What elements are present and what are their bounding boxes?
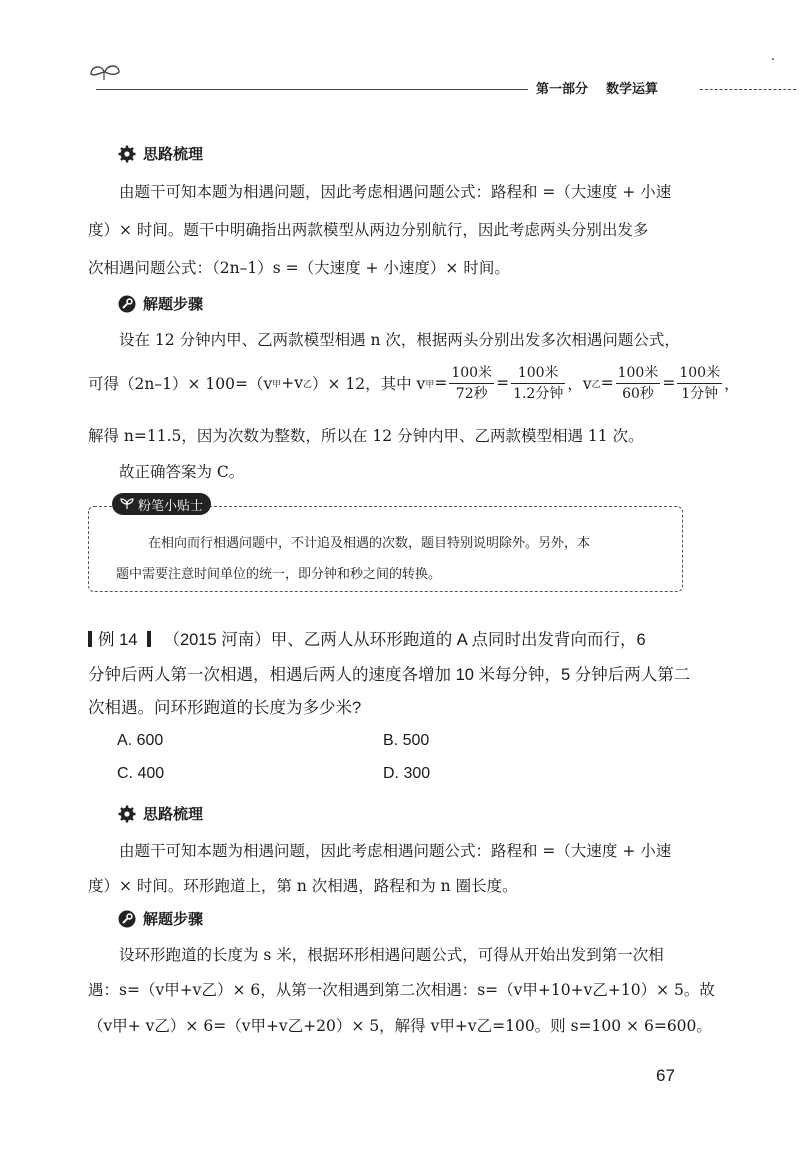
header-rule-right <box>700 89 796 90</box>
tip-line-1: 在相向而行相遇问题中，不计追及相遇的次数，题目特别说明除外。另外，本 <box>148 536 591 551</box>
tip-label: 粉笔小贴士 <box>112 493 211 515</box>
heading-steps-2: 解题步骤 <box>118 908 203 929</box>
fraction-2: $\frac{\text{100米}}{\text{1.2分钟}}$ <box>513 364 564 402</box>
wrench-icon <box>118 910 136 928</box>
option-d: D. 300 <box>383 765 431 782</box>
steps-1-formula-line: 可得（2n–1）× 100=（v 甲 +v 乙 ）× 12，其中 v 甲 = $\frac{\text{100米}}{\text{72秒}}$ = $\frac{\text{100米}}{\text{1.2分钟}}$ ，v 乙 = $\frac{\text{100米}}{\text{60秒}}$ = $\frac{\text{100米}}{\text{1分钟}}$ ， <box>88 364 740 402</box>
option-c: C. 400 <box>117 765 165 782</box>
bar-mark-right <box>147 631 151 647</box>
example-line-2: 分钟后两人第一次相遇，相遇后两人的速度各增加 10 米每分钟，5 分钟后两人第二 <box>88 666 691 684</box>
option-b: B. 500 <box>383 732 430 749</box>
tip-line-2: 题中需要注意时间单位的统一，即分钟和秒之间的转换。 <box>116 567 442 582</box>
leaf-logo-icon <box>88 62 122 82</box>
steps-2-line-2: 遇：s=（v甲+v乙）× 6，从第一次相遇到第二次相遇：s=（v甲+10+v乙+10）× 5。故 <box>88 981 715 999</box>
steps-1-line-3: 解得 n=11.5，因为次数为整数，所以在 12 分钟内甲、乙两款模型相遇 11 次。 <box>88 427 644 445</box>
gear-icon <box>118 145 136 163</box>
analysis-1-line-2: 度）× 时间。题干中明确指出两款模型从两边分别航行，因此考虑两头分别出发多 <box>88 221 649 239</box>
analysis-1-line-1: 由题干可知本题为相遇问题，因此考虑相遇问题公式：路程和 =（大速度 + 小速 <box>119 183 672 201</box>
sprout-icon <box>120 498 134 510</box>
steps-2-line-3: （v甲+ v乙）× 6=（v甲+v乙+20）× 5，解得 v甲+v乙=100。则 s=100 × 6=600。 <box>88 1017 712 1035</box>
answer-line: 故正确答案为 C。 <box>119 463 245 481</box>
scan-speck <box>772 58 774 60</box>
header-rule-left <box>96 89 528 90</box>
gear-icon <box>118 805 136 823</box>
fraction-4: $\frac{\text{100米}}{\text{1分钟}}$ <box>679 364 721 402</box>
example-line-1: 例 14 （2015 河南）甲、乙两人从环形跑道的 A 点同时出发背向而行，6 <box>88 626 688 650</box>
subject-label: 数学运算 <box>606 82 659 97</box>
heading-analysis-2: 思路梳理 <box>118 803 203 824</box>
fraction-3: $\frac{\text{100米}}{\text{60秒}}$ <box>617 364 659 402</box>
example-line-3: 次相遇。问环形跑道的长度为多少米? <box>88 699 362 717</box>
steps-2-line-1: 设环形跑道的长度为 s 米，根据环形相遇问题公式，可得从开始出发到第一次相 <box>119 946 664 964</box>
analysis-1-line-3: 次相遇问题公式：（2n–1）s =（大速度 + 小速度）× 时间。 <box>88 259 510 277</box>
fraction-1: $\frac{\text{100米}}{\text{72秒}}$ <box>451 364 493 402</box>
heading-analysis-1: 思路梳理 <box>118 143 203 164</box>
steps-1-line-1: 设在 12 分钟内甲、乙两款模型相遇 n 次，根据两头分别出发多次相遇问题公式， <box>119 331 680 349</box>
analysis-2-line-1: 由题干可知本题为相遇问题，因此考虑相遇问题公式：路程和 =（大速度 + 小速 <box>119 842 672 860</box>
bar-mark-left <box>88 631 92 647</box>
option-a: A. 600 <box>117 732 164 749</box>
part-label: 第一部分 <box>536 82 589 97</box>
example-label: 例 14 <box>98 631 138 649</box>
page-number: 67 <box>656 1066 675 1085</box>
section-title <box>536 78 658 97</box>
page-header <box>88 58 800 98</box>
wrench-icon <box>118 295 136 313</box>
analysis-2-line-2: 度）× 时间。环形跑道上，第 n 次相遇，路程和为 n 圈长度。 <box>88 877 518 895</box>
heading-steps-1: 解题步骤 <box>118 293 203 314</box>
